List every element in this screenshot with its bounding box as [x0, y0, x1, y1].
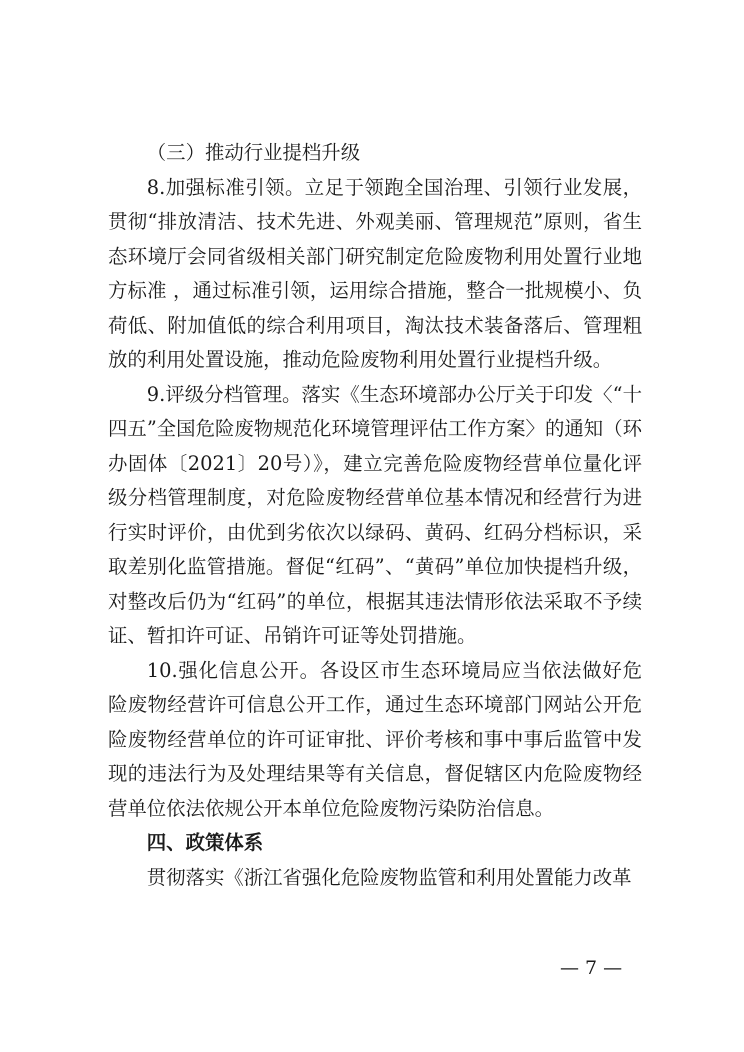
section-heading: 四、政策体系 [146, 831, 264, 854]
sub-heading: （三）推动行业提档升级 [146, 141, 361, 164]
document-body [108, 136, 642, 895]
paragraph-policy: 贯彻落实《浙江省强化危险废物监管和利用处置能力改革 [146, 865, 632, 889]
paragraph-9: 9.评级分档管理。落实《生态环境部办公厅关于印发〈“十四五”全国危险废物规范化环境管理评估工作方案〉的通知（环办固体〔2021〕20号）》，建立完善危险废物经营单位量化评级分档管理制度，对危险废物经营单位基本情况和经营行为进行实时评价，由优到劣依次以绿码、黄码、红码分档标识，采取差别化监管措施。督促“红码”、“黄码”单位加快提档升级，对整改后仍为“红码”的单位，根据其违法情形依法采取不予续证、暂扣许可证、吊销许可证等处罚措施。 [108, 382, 642, 647]
page-number: — 7 — [560, 957, 623, 979]
paragraph-10: 10.强化信息公开。各设区市生态环境局应当依法做好危险废物经营许可信息公开工作，通过生态环境部门网站公开危险废物经营单位的许可证审批、评价考核和事中事后监管中发现的违法行为及处理结果等有关信息，督促辖区内危险废物经营单位依法依规公开本单位危险废物污染防治信息。 [108, 658, 642, 820]
paragraph-8: 8.加强标准引领。立足于领跑全国治理、引领行业发展，贯彻“排放清洁、技术先进、外观美丽、管理规范”原则，省生态环境厅会同省级相关部门研究制定危险废物利用处置行业地方标准 ，通过标准引领，运用综合措施，整合一批规模小、负荷低、附加值低的综合利用项目，淘汰技术装备落后、管理粗放的利用处置设施，推动危险废物利用处置行业提档升级。 [108, 175, 642, 371]
